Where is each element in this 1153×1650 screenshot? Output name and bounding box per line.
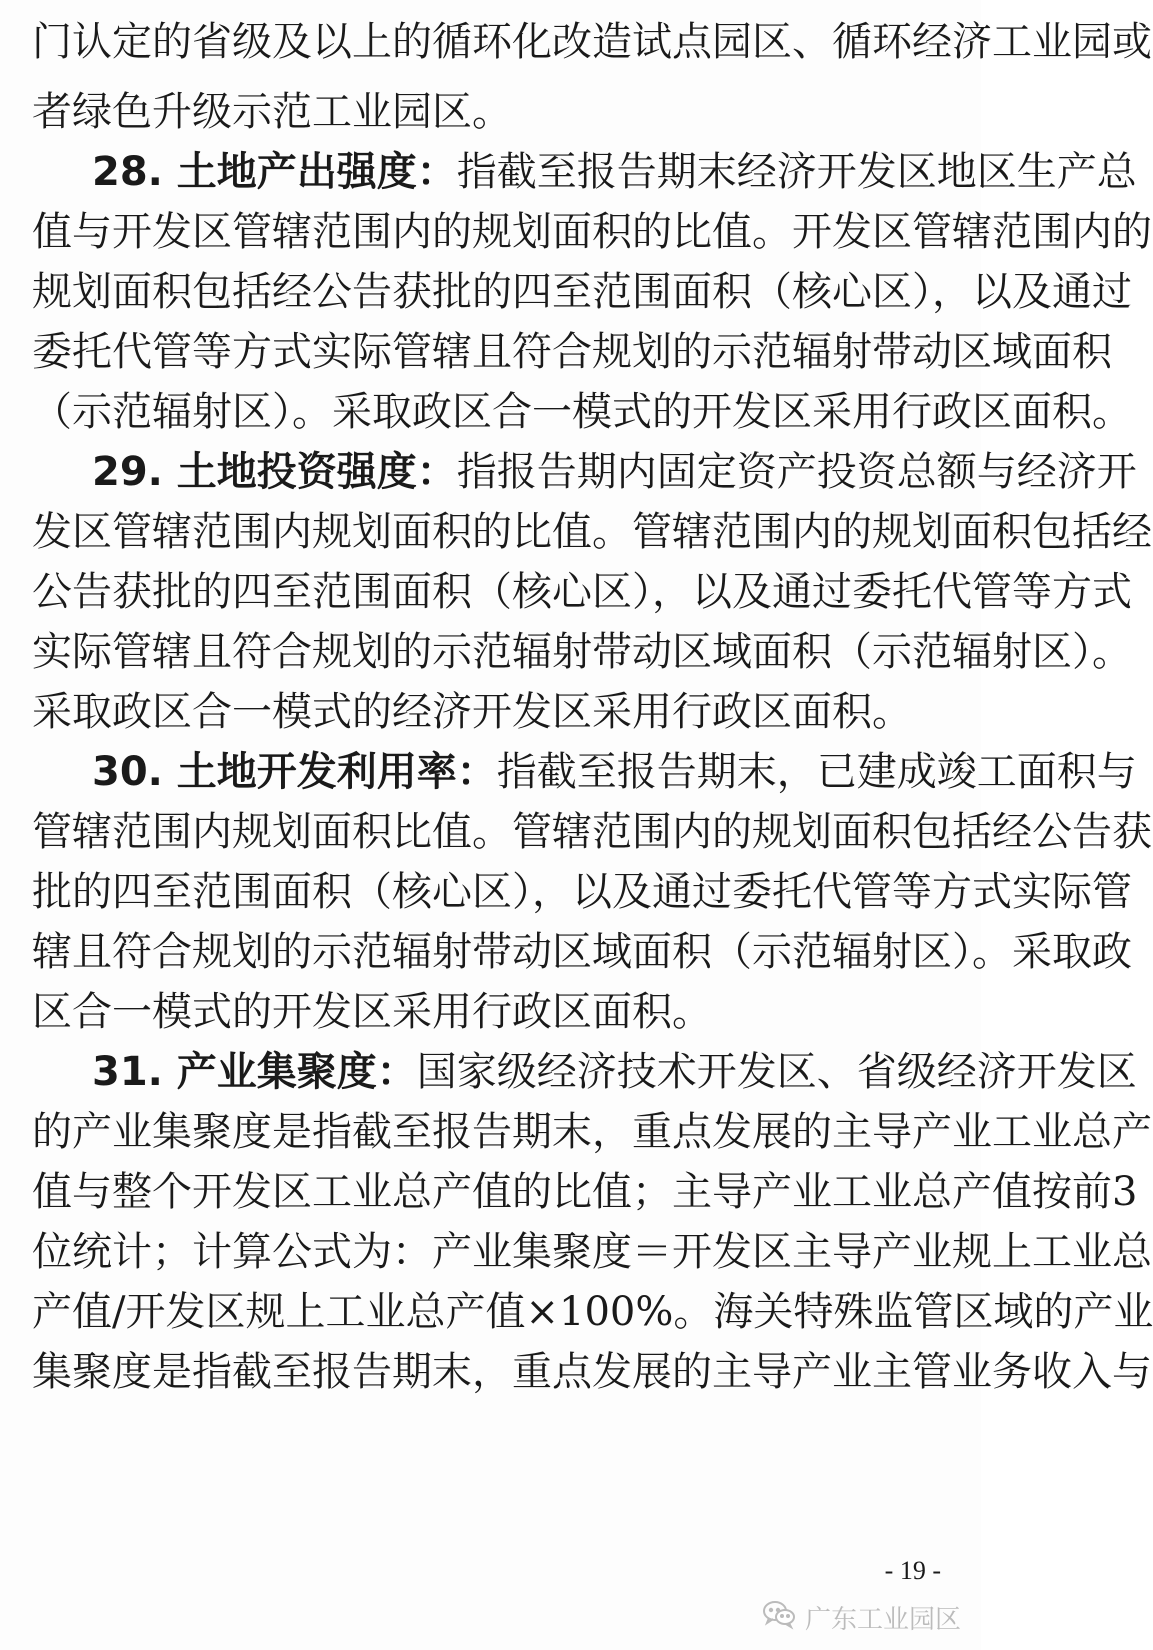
text-line: 值与开发区管辖范围内的规划面积的比值。开发区管辖范围内的 — [32, 209, 1152, 255]
heading-28: 28. 土地产出强度： — [92, 149, 457, 195]
text-line: 指截至报告期末，已建成竣工面积与 — [496, 749, 1137, 795]
paragraph-30-first-line — [92, 742, 1137, 802]
paragraph-28-first-line — [92, 142, 1137, 202]
heading-30: 30. 土地开发利用率： — [92, 749, 497, 795]
heading-29: 29. 土地投资强度： — [92, 449, 457, 495]
page-number: - 19 - — [884, 1556, 941, 1585]
text-line: 国家级经济技术开发区、省级经济开发区 — [416, 1049, 1137, 1095]
text-line: 批的四至范围面积（核心区），以及通过委托代管等方式实际管 — [32, 869, 1132, 915]
paragraph-31-first-line — [92, 1042, 1137, 1102]
watermark — [761, 1597, 961, 1637]
text-line: （示范辐射区）。采取政区合一模式的开发区采用行政区面积。 — [32, 389, 1132, 435]
text-line: 集聚度是指截至报告期末，重点发展的主导产业主管业务收入与 — [32, 1349, 1152, 1395]
text-line: 的产业集聚度是指截至报告期末，重点发展的主导产业工业总产 — [32, 1109, 1152, 1155]
text-line: 产值/开发区规上工业总产值×100%。海关特殊监管区域的产业 — [32, 1289, 1153, 1335]
wechat-icon — [761, 1599, 797, 1636]
text-line: 值与整个开发区工业总产值的比值；主导产业工业总产值按前3 — [32, 1169, 1138, 1215]
text-line: 实际管辖且符合规划的示范辐射带动区域面积（示范辐射区）。 — [32, 629, 1132, 675]
text-line: 发区管辖范围内规划面积的比值。管辖范围内的规划面积包括经 — [32, 509, 1152, 555]
text-line: 门认定的省级及以上的循环化改造试点园区、循环经济工业园或 — [32, 19, 1152, 65]
text-line: 区合一模式的开发区采用行政区面积。 — [32, 989, 712, 1035]
text-line: 位统计；计算公式为：产业集聚度＝开发区主导产业规上工业总 — [32, 1229, 1152, 1275]
text-line: 指报告期内固定资产投资总额与经济开 — [456, 449, 1137, 495]
heading-31: 31. 产业集聚度： — [92, 1049, 417, 1095]
text-line: 委托代管等方式实际管辖且符合规划的示范辐射带动区域面积 — [32, 329, 1112, 375]
text-line: 规划面积包括经公告获批的四至范围面积（核心区），以及通过 — [32, 269, 1132, 315]
watermark-text: 广东工业园区 — [804, 1604, 961, 1635]
text-line: 辖且符合规划的示范辐射带动区域面积（示范辐射区）。采取政 — [32, 929, 1132, 975]
text-line: 指截至报告期末经济开发区地区生产总 — [456, 149, 1137, 195]
text-line: 公告获批的四至范围面积（核心区），以及通过委托代管等方式 — [32, 569, 1132, 615]
text-line: 采取政区合一模式的经济开发区采用行政区面积。 — [32, 689, 912, 735]
text-line: 者绿色升级示范工业园区。 — [32, 89, 512, 135]
paragraph-29-first-line — [92, 442, 1137, 502]
text-line: 管辖范围内规划面积比值。管辖范围内的规划面积包括经公告获 — [32, 809, 1152, 855]
